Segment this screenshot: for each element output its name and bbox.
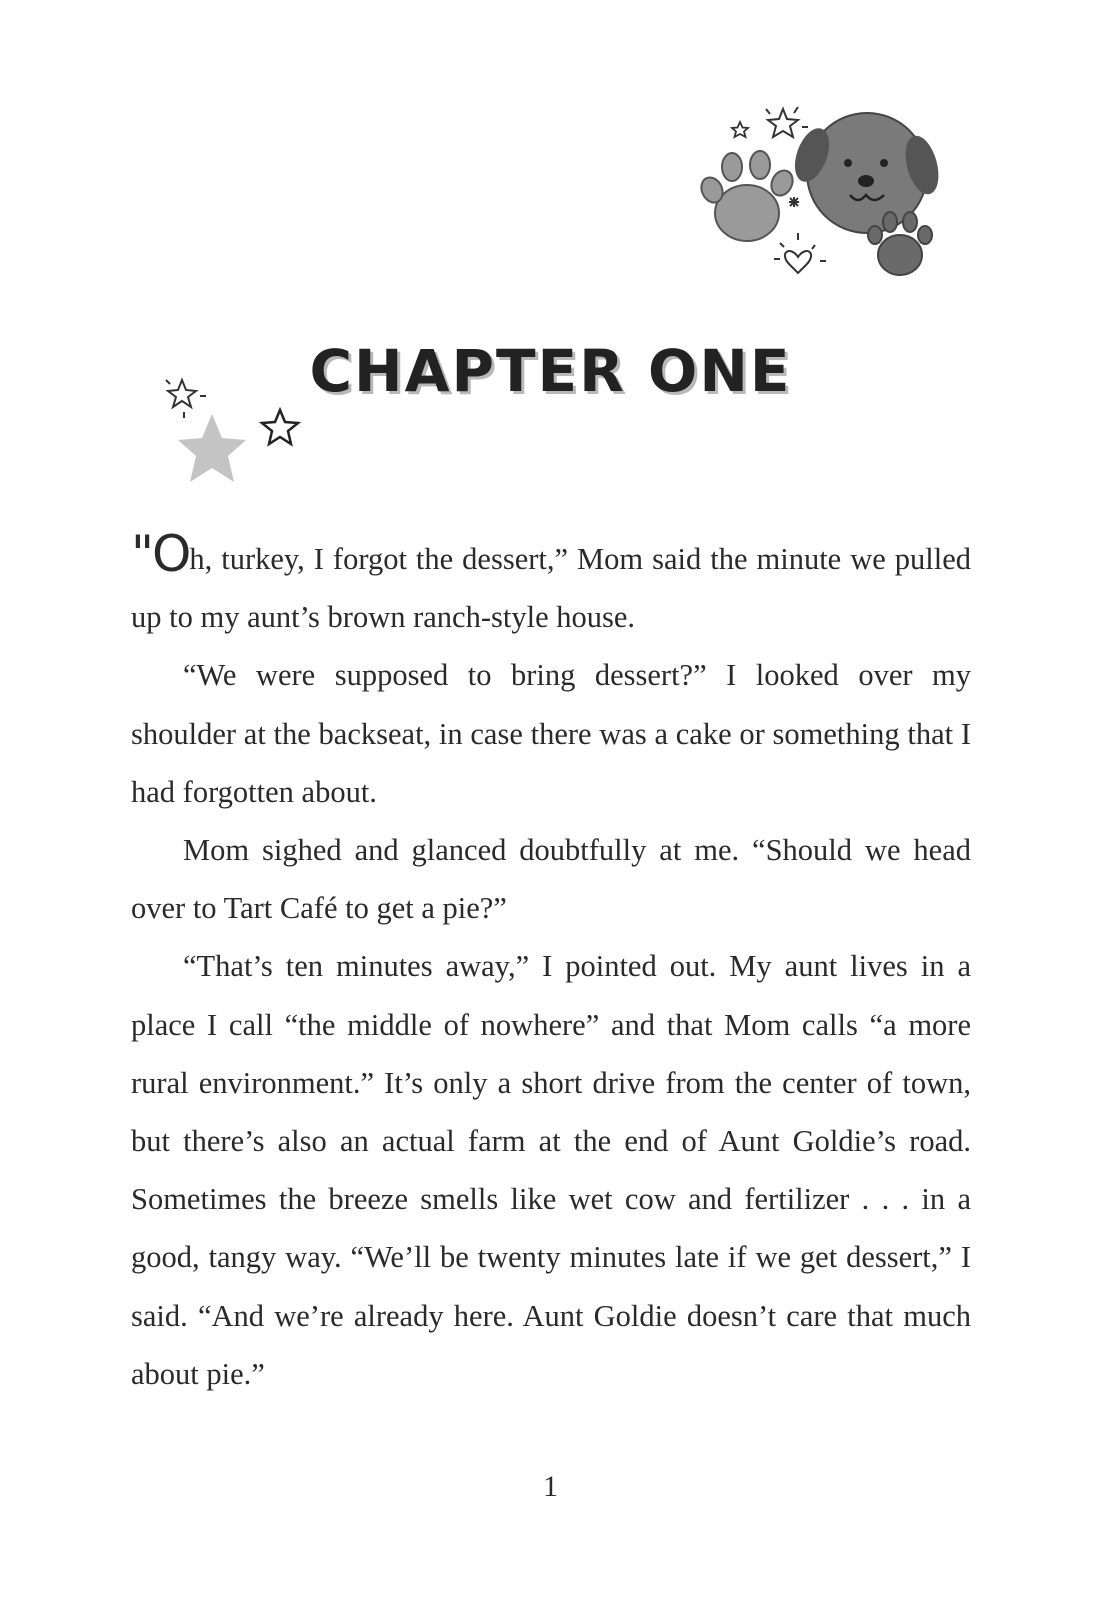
- star-icon: [178, 414, 246, 482]
- dog-face-icon: [788, 113, 944, 233]
- drop-cap: "O: [131, 525, 190, 583]
- page-number: 1: [543, 1470, 558, 1503]
- paragraph-text: h, turkey, I forgot the dessert,” Mom said the minute we pulled up to my aunt’s brown ranch-style house.: [131, 542, 971, 635]
- star-icon: [262, 410, 298, 444]
- paw-print-icon: [697, 151, 796, 241]
- paragraph: [131, 525, 971, 646]
- paragraph: “That’s ten minutes away,” I pointed out. My aunt lives in a place I call “the middle of nowhere” and that Mom calls “a more rural environment.” It’s only a short drive from the center of town, but there’s also an actual farm at the end of Aunt Goldie’s road. Sometimes the breeze smells like wet cow and fertilizer . . . in a good, tangy way. “We’ll be twenty minutes late if we get dessert,” I said. “And we’re already here. Aunt Goldie doesn’t care that much about pie.”: [131, 949, 971, 1391]
- chapter-body: [131, 525, 971, 1403]
- asterisk-icon: [789, 197, 799, 207]
- paragraph: “We were supposed to bring dessert?” I looked over my shoulder at the backseat, in case there was a cake or something that I had forgotten about.: [131, 658, 971, 809]
- heart-icon: [774, 233, 826, 273]
- dog-and-paws-illustration: [690, 95, 970, 295]
- sparkle-star-icon: [166, 380, 206, 418]
- chapter-title: CHAPTER ONE: [309, 336, 792, 405]
- stars-illustration: [160, 372, 310, 497]
- star-icon: [732, 122, 748, 137]
- paragraph: Mom sighed and glanced doubtfully at me. “Should we head over to Tart Café to get a pie?”: [131, 833, 971, 926]
- sparkle-star-icon: [766, 107, 808, 137]
